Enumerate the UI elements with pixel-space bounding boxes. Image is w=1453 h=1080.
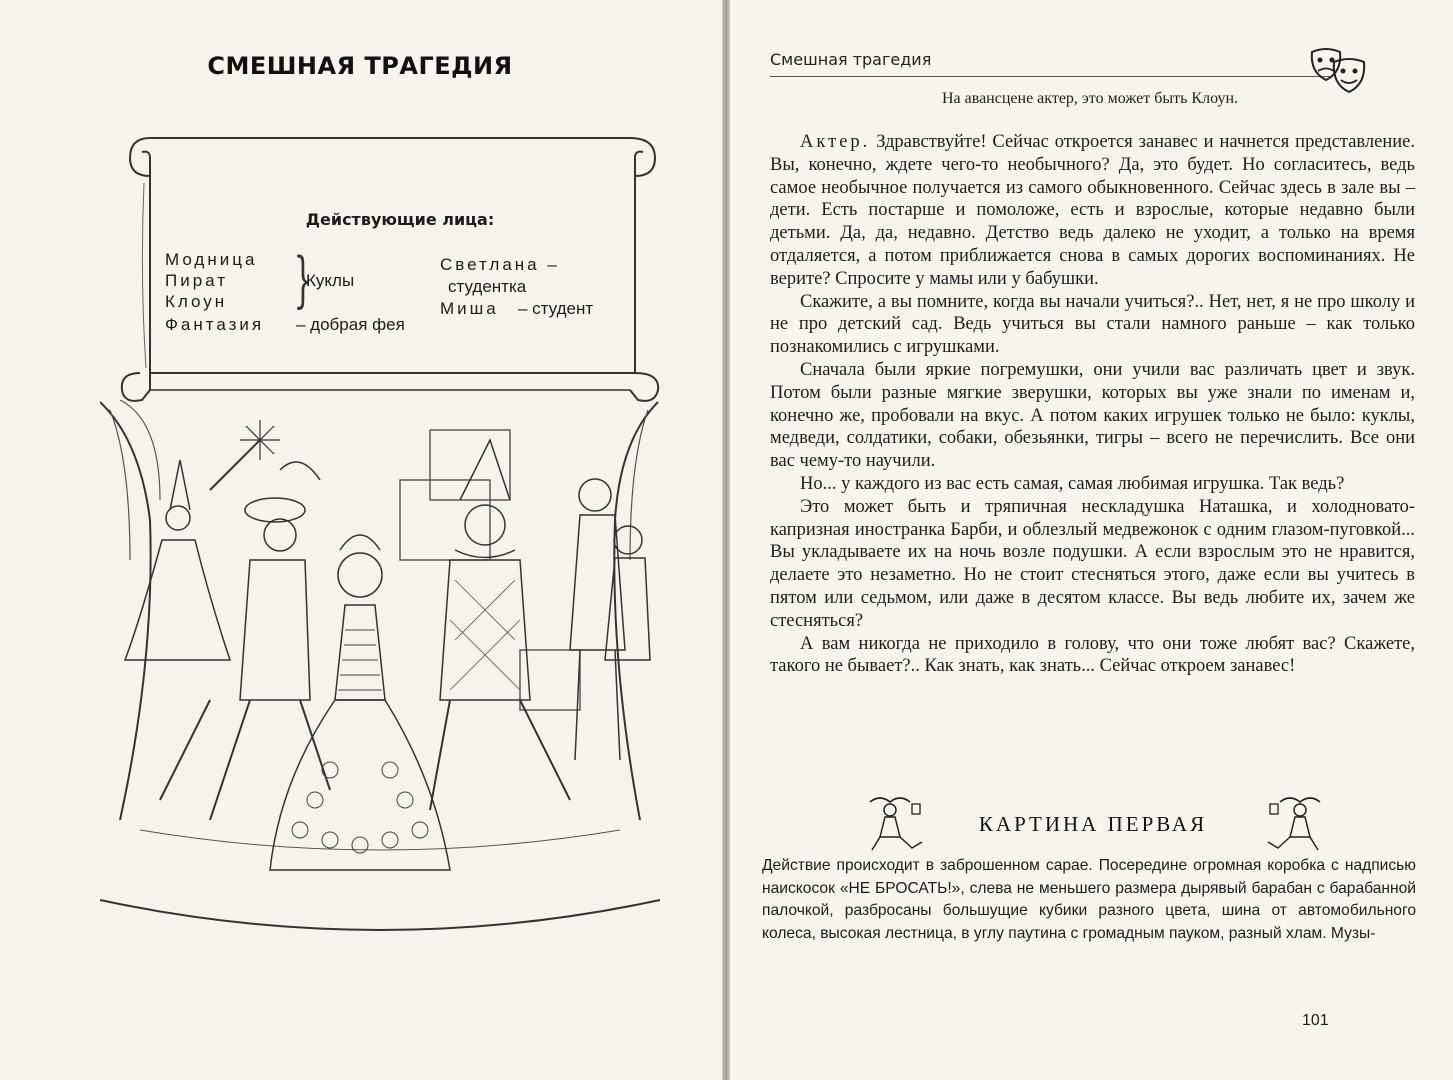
paragraph: Скажите, а вы помните, когда вы начали учиться?.. Нет, нет, я не про школу и не про детский сад. Ведь учиться вы стали намного раньше – как только познакомились с игрушками. <box>770 291 1415 358</box>
cast-heading: Действующие лица: <box>305 210 495 229</box>
book-gutter <box>722 0 730 1080</box>
cast-fantasy-role: – добрая фея <box>296 315 405 334</box>
jester-ornament-right <box>1260 792 1330 852</box>
page-title: СМЕШНАЯ ТРАГЕДИЯ <box>207 52 513 80</box>
cast-fantasy: Фантазия <box>165 315 265 334</box>
cast-misha-role: – студент <box>518 299 594 318</box>
paragraph-text: Здравствуйте! Сейчас откроется занавес и начнется представление. Вы, конечно, ждете чего-то необычного? Да, это будет. Но согласитесь, ведь самое необычное получается из самого обыкновенного. Сейчас здесь в зале вы – дети. Есть постарше и помоложе, есть и взрослые, которые недавно были детьми. Да, да, недавно. Детство ведь далеко не уходит, а только на время отдаляется, а потом приближается снова в самых дорогих воспоминаниях. Не верите? Спросите у мамы или у бабушки. <box>770 132 1416 289</box>
speaker-label: Актер. <box>800 132 871 152</box>
cast-doll-1: Модница <box>165 250 258 269</box>
cast-doll-3: Клоун <box>165 292 228 311</box>
stage-illustration <box>100 400 660 940</box>
cast-svetlana: Светлана – <box>440 255 560 274</box>
cast-dolls-label: Куклы <box>306 271 355 290</box>
running-header: Смешная трагедия <box>770 50 932 69</box>
paragraph: Сначала были яркие погремушки, они учили вас различать цвет и звук. Потом были разные мягкие зверушки, которых вы уже знали по именам и, конечно же, пробовали на вкус. А потом каких игрушек только не было: куклы, медведи, солдатики, собаки, обезьянки, тигры – всего не перечислить. Все они вас чему-то научили. <box>770 359 1415 472</box>
stage-direction: Действие происходит в заброшенном сарае. Посередине огромная коробка с надписью наискосок «НЕ БРОСАТЬ!», слева не меньшего размера дырявый барабан с барабанной палочкой, разбросаны большущие кубики разного цвета, шина от автомобильного колеса, высокая лестница, в углу паутина с громадным пауком, разный хлам. Музы- <box>762 857 1416 942</box>
cast-svetlana-role: студентка <box>448 277 527 296</box>
scene-title: КАРТИНА ПЕРВАЯ <box>978 812 1208 836</box>
paragraph <box>770 131 1415 291</box>
jester-ornament-left <box>860 792 930 852</box>
right-page <box>730 0 1453 1080</box>
page-number: 101 <box>1302 1012 1329 1029</box>
header-divider <box>770 76 1330 77</box>
cast-misha: Миша <box>440 299 499 318</box>
paragraph: А вам никогда не приходило в голову, что они тоже любят вас? Скажете, такого не бывает?.. Как знать, как знать... Сейчас откроем занавес! <box>770 633 1415 677</box>
cast-doll-2: Пират <box>165 271 229 290</box>
stage-intro: На авансцене актер, это может быть Клоун. <box>941 90 1239 107</box>
brace-symbol: } <box>293 245 313 315</box>
scene-heading <box>860 792 1330 852</box>
left-page <box>0 0 722 1080</box>
paragraph: Это может быть и тряпичная нескладушка Наташка, и холодновато-капризная иностранка Барби, и облезлый медвежонок с одним глазом-пуговкой... Вы укладываете их на ночь возле подушки. А если взрослым это не нравится, делаете это незаметно. Но не стоит стесняться этого, даже если вы учитесь в пятом или седьмом, или даже в десятом классе. Вы ведь любите их, зачем же стесняться? <box>770 496 1415 631</box>
actor-monologue <box>770 131 1415 678</box>
paragraph: Но... у каждого из вас есть самая, самая любимая игрушка. Так ведь? <box>800 473 1345 494</box>
